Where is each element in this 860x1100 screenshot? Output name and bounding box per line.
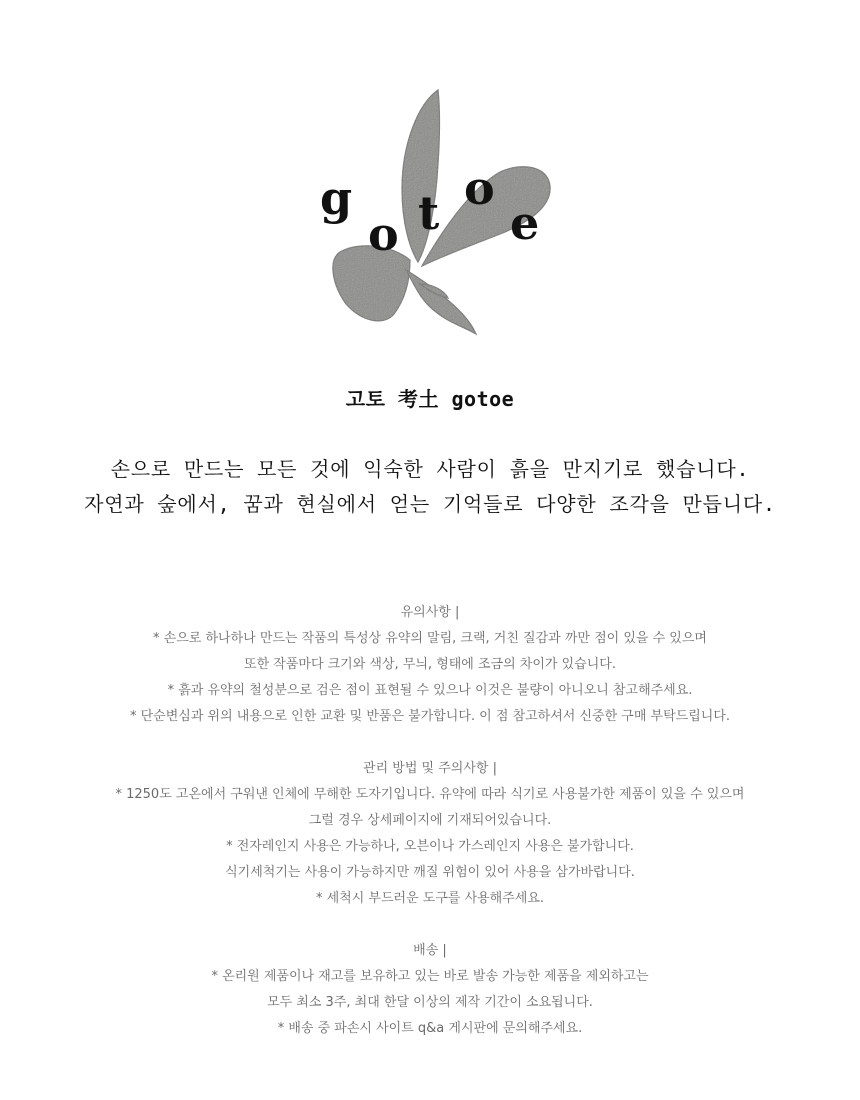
caution-line: * 단순변심과 위의 내용으로 인한 교환 및 반품은 불가합니다. 이 점 참고하셔서 신중한 구매 부탁드립니다. <box>129 709 731 724</box>
caution-line: * 손으로 하나하나 만드는 작품의 특성상 유약의 말림, 크랙, 거친 질감과 까만 점이 있을 수 있으며 <box>153 631 707 646</box>
shipping-line: * 배송 중 파손시 사이트 q&a 게시판에 문의해주세요. <box>277 1021 583 1036</box>
intro-line-2: 자연과 숲에서, 꿈과 현실에서 얻는 기억들로 다양한 조각을 만듭니다. <box>84 492 776 516</box>
shipping-section <box>0 938 860 1042</box>
shipping-title: 배송 | <box>413 943 447 958</box>
logo-letter-t: t <box>418 186 440 240</box>
logo-letter-g: g <box>320 171 353 225</box>
care-line: * 세척시 부드러운 도구를 사용해주세요. <box>315 891 545 906</box>
care-line: * 1250도 고온에서 구워낸 인체에 무해한 도자기입니다. 유약에 따라 식기로 사용불가한 제품이 있을 수 있으며 <box>115 787 745 802</box>
logo-letter-o1: o <box>368 207 399 261</box>
care-section <box>0 756 860 912</box>
shipping-line: * 온리원 제품이나 재고를 보유하고 있는 바로 발송 가능한 제품을 제외하고는 <box>211 969 649 984</box>
gotoe-logo <box>310 84 560 346</box>
caution-line: 또한 작품마다 크기와 색상, 무늬, 형태에 조금의 차이가 있습니다. <box>244 657 616 672</box>
notices <box>0 600 860 1068</box>
logo-letter-o2: o <box>464 161 495 215</box>
logo-letter-e: e <box>510 196 540 250</box>
brand-line: 고토 考土 gotoe <box>345 387 515 411</box>
caution-line: * 흙과 유약의 철성분으로 검은 점이 표현될 수 있으나 이것은 불량이 아니오니 참고해주세요. <box>167 683 693 698</box>
caution-title: 유의사항 | <box>400 605 460 620</box>
care-title: 관리 방법 및 주의사항 | <box>363 761 497 776</box>
lower-leaf-shape <box>406 270 476 334</box>
intro-text <box>0 452 860 522</box>
shipping-line: 모두 최소 3주, 최대 한달 이상의 제작 기간이 소요됩니다. <box>267 995 593 1010</box>
intro-line-1: 손으로 만드는 모든 것에 익숙한 사람이 흙을 만지기로 했습니다. <box>110 457 750 481</box>
leaf-logo-graphic <box>310 84 560 346</box>
care-line: * 전자레인지 사용은 가능하나, 오븐이나 가스레인지 사용은 불가합니다. <box>226 839 634 854</box>
care-line: 그럴 경우 상세페이지에 기재되어있습니다. <box>308 813 552 828</box>
caution-section <box>0 600 860 730</box>
care-line: 식기세척기는 사용이 가능하지만 깨질 위험이 있어 사용을 삼가바랍니다. <box>225 865 635 880</box>
